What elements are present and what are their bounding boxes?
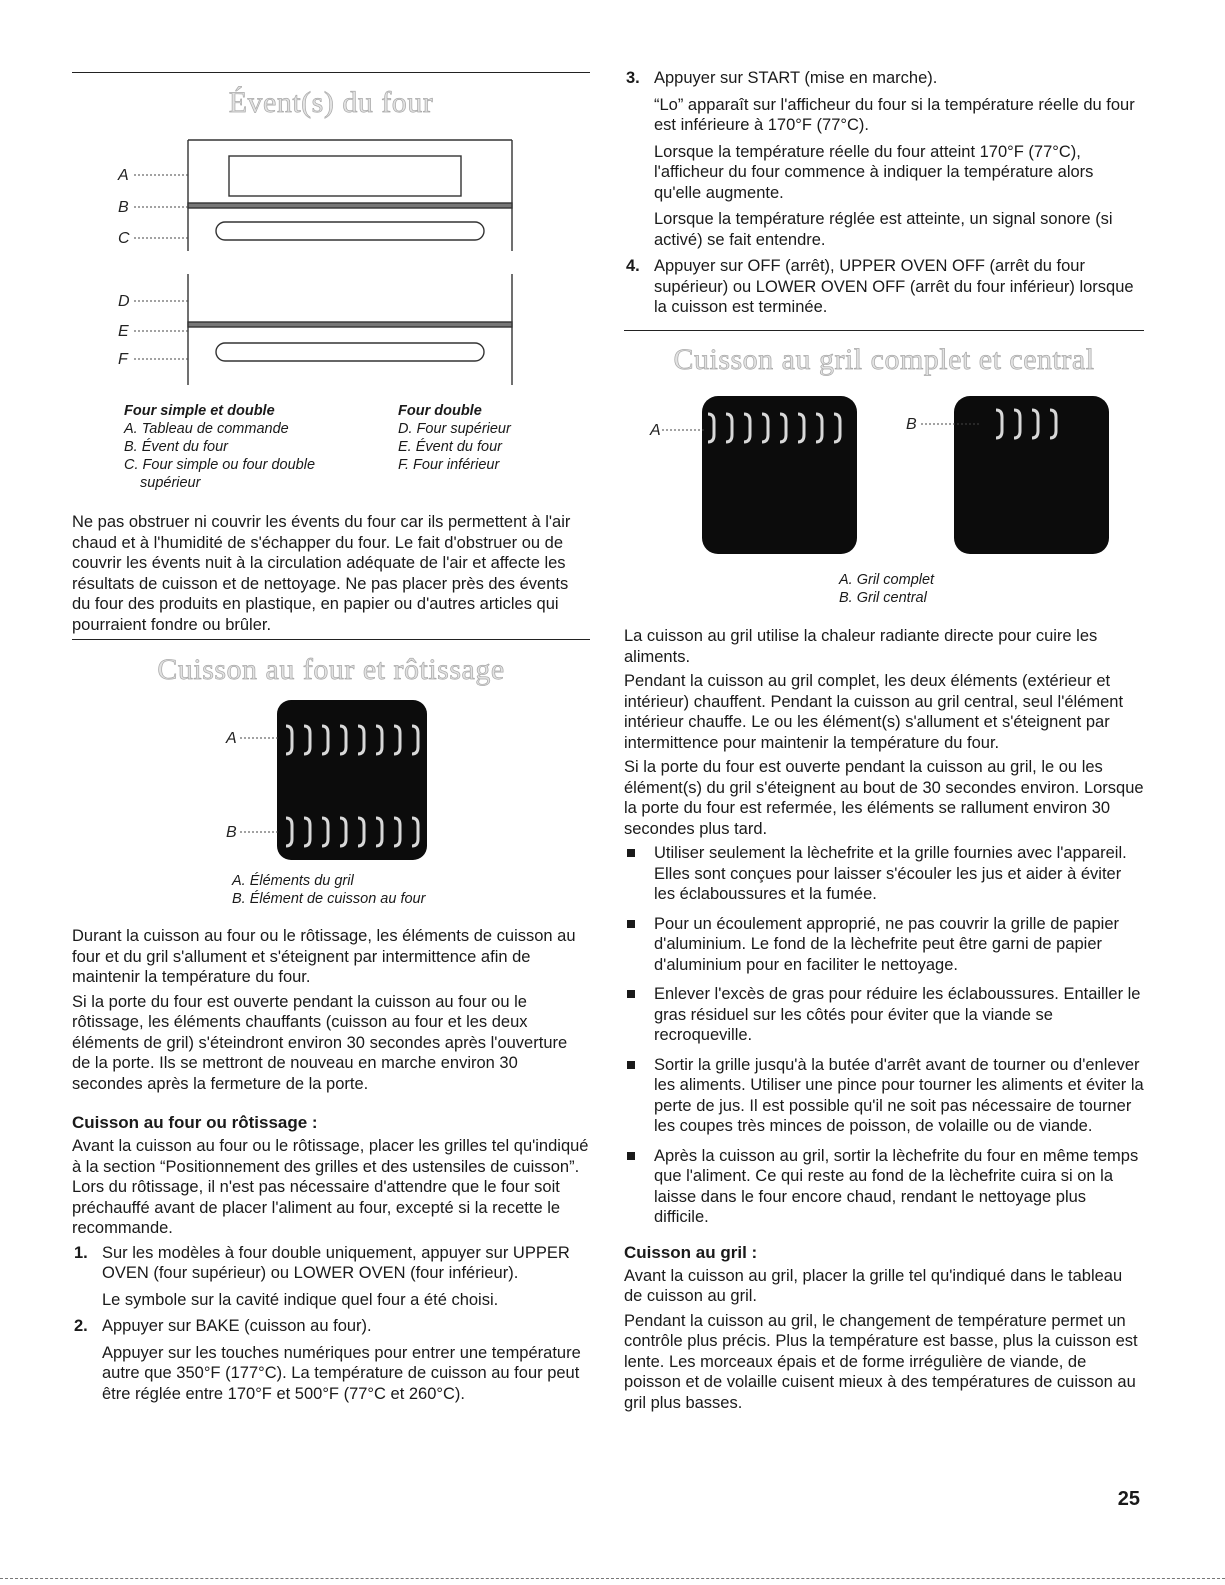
section-title-vents: Évent(s) du four <box>228 86 434 119</box>
caption-item: supérieur <box>140 475 201 491</box>
broil-figure-caption <box>839 571 1144 607</box>
broil-elements-diagram <box>624 390 1144 560</box>
section-rule <box>624 330 1144 331</box>
bake-subheading: Cuisson au four ou rôtissage : <box>72 1113 318 1132</box>
caption-item: B. Élément de cuisson au four <box>232 891 426 907</box>
section-title-broil: Cuisson au gril complet et central <box>673 343 1095 376</box>
label-f: F <box>118 351 128 368</box>
section-title-bake: Cuisson au four et rôtissage <box>157 653 505 686</box>
page-number: 25 <box>1117 1488 1140 1510</box>
broil-tips-list <box>624 843 1144 1228</box>
caption-item: B. Évent du four <box>124 439 228 455</box>
bake-figure-caption <box>232 872 590 908</box>
broil-text-block <box>624 626 1144 1417</box>
bake-text-block <box>72 926 590 1410</box>
label-c: C <box>118 230 130 247</box>
list-item: Après la cuisson au gril, sortir la lèchefrite du four en même temps que l'aliment. Ce qui reste au fond de la lèchefrite cuira si on la laisse dans le four encore chaud, rendant le nettoyage plus difficile. <box>624 1146 1144 1228</box>
caption-item: A. Éléments du gril <box>232 873 354 889</box>
label-a: A <box>118 167 129 184</box>
caption-item: B. Gril central <box>839 590 927 606</box>
label-a: A <box>650 422 661 439</box>
step-item <box>624 256 1144 318</box>
bake-paragraph-1: Durant la cuisson au four ou le rôtissage, les éléments de cuisson au four et du gril s'allument et s'éteignent par intermittence afin de maintenir la température du four. <box>72 927 576 986</box>
step-text: Appuyer sur BAKE (cuisson au four). <box>102 1317 372 1335</box>
caption-item: C. Four simple ou four double <box>124 457 316 473</box>
bake-paragraph-2: Si la porte du four est ouverte pendant la cuisson au four ou le rôtissage, les éléments chauffants (cuisson au four et les deux éléments de gril) s'éteindront environ 30 secondes après l'ouverture de la porte. Ils se mettront de nouveau en marche environ 30 secondes après la fermeture de la porte. <box>72 992 568 1093</box>
callout-lines <box>134 175 188 359</box>
label-b: B <box>226 824 237 841</box>
full-broil-cavity <box>702 396 857 554</box>
step-text: Appuyer sur OFF (arrêt), UPPER OVEN OFF (arrêt du four supérieur) ou LOWER OVEN OFF (arrêt du four inférieur) lorsque la cuisson est terminée. <box>654 257 1134 316</box>
label-e: E <box>118 323 129 340</box>
step-number: 2. <box>74 1317 88 1335</box>
step-item <box>624 68 1144 250</box>
broil-paragraph-1: La cuisson au gril utilise la chaleur radiante directe pour cuire les aliments. <box>624 627 1098 666</box>
step-number: 3. <box>626 69 640 87</box>
vent-paragraph: Ne pas obstruer ni couvrir les évents du four car ils permettent à l'air chaud et à l'humidité de s'échapper du four. Le fait d'obstruer ou de couvrir les évents nuit à la circulation adéquate de l'air et affecte les résultats de cuisson et de nettoyage. Ne pas placer près des évents du four des produits en plastique, en papier ou d'autres articles qui pourraient fondre ou brûler. <box>72 513 571 634</box>
broil-paragraph-3: Si la porte du four est ouverte pendant la cuisson au gril, le ou les élément(s) du gril s'éteignent au bout de 30 secondes environ. Lorsque la porte du four est refermée, les éléments se rallument environ 30 secondes plus tard. <box>624 758 1144 838</box>
step-number: 4. <box>626 257 640 275</box>
caption-double <box>398 402 588 474</box>
bake-sub-paragraph: Avant la cuisson au four ou le rôtissage, placer les grilles tel qu'indiqué à la section “Positionnement des grilles et des ustensiles de cuisson”. Lors du rôtissage, il n'est pas nécessaire d'attendre que le four soit préchauffé avant de placer l'aliment au four, excepté si la recette le recommande. <box>72 1137 589 1237</box>
label-b: B <box>118 199 129 216</box>
step-subtext: Appuyer sur les touches numériques pour entrer une température autre que 350°F (177°C). La température de cuisson au four peut être réglée entre 170°F et 500°F (77°C et 260°C). <box>102 1343 581 1403</box>
caption-item: F. Four inférieur <box>398 457 500 473</box>
center-broil-cavity <box>954 396 1109 554</box>
step-subtext: Lorsque la température réglée est atteinte, un signal sonore (si activé) se fait entendre. <box>654 210 1113 249</box>
section-rule <box>72 72 590 73</box>
single-oven-drawing <box>188 140 512 385</box>
section-rule <box>72 639 590 640</box>
label-a: A <box>226 730 237 747</box>
caption-item: E. Évent du four <box>398 439 502 455</box>
page-edge-line <box>0 1578 1225 1579</box>
start-steps <box>624 68 1144 324</box>
step-subtext: Lorsque la température réelle du four atteint 170°F (77°C), l'afficheur du four commence à indiquer la température alors qu'elle augmente. <box>654 142 1094 202</box>
caption-item: D. Four supérieur <box>398 421 511 437</box>
broil-subheading: Cuisson au gril : <box>624 1242 758 1262</box>
step-item <box>72 1316 590 1404</box>
label-b: B <box>906 416 917 433</box>
step-subtext: “Lo” apparaît sur l'afficheur du four si la température réelle du four est inférieure à 170°F (77°C). <box>654 95 1135 134</box>
step-number: 1. <box>74 1243 88 1262</box>
broil-sub-paragraph-1: Avant la cuisson au gril, placer la grille tel qu'indiqué dans le tableau de cuisson au gril. <box>624 1266 1123 1305</box>
step-text: Sur les modèles à four double uniquement, appuyer sur UPPER OVEN (four supérieur) ou LOWER OVEN (four inférieur). <box>102 1243 570 1282</box>
caption-heading: Four double <box>398 403 482 419</box>
caption-item: A. Tableau de commande <box>124 421 289 437</box>
bake-steps <box>72 1243 590 1405</box>
broil-paragraph-2: Pendant la cuisson au gril complet, les deux éléments (extérieur et intérieur) chauffent. Pendant la cuisson au gril central, seul l'élément intérieur chauffe. Le ou les élément(s) s'allument et s'éteignent par intermittence pour maintenir la température du four. <box>624 672 1124 752</box>
step-text: Appuyer sur START (mise en marche). <box>654 69 938 87</box>
step-subtext: Le symbole sur la cavité indique quel four a été choisi. <box>102 1290 499 1309</box>
list-item: Sortir la grille jusqu'à la butée d'arrêt avant de tourner ou d'enlever les aliments. Utiliser une pince pour tourner les aliments et éviter la perte de jus. Il est possible qu'il ne soit pas nécessaire de tourner les coupes très minces de poisson, de volaille ou de viande. <box>624 1055 1144 1137</box>
oven-vents-diagram <box>72 125 590 390</box>
list-item: Utiliser seulement la lèchefrite et la grille fournies avec l'appareil. Elles sont conçues pour laisser s'écouler les jus et aider à éviter les éclaboussures et la fumée. <box>624 843 1144 905</box>
caption-item: A. Gril complet <box>839 572 935 588</box>
broil-sub-paragraph-2: Pendant la cuisson au gril, le changement de température permet un contrôle plus précis. Plus la température est basse, plus la cuisson est lente. Les morceaux épais et de forme irrégulière de viande, de poisson et de volaille cuisent mieux à des températures de cuisson au gril plus basses. <box>624 1311 1138 1412</box>
list-item: Enlever l'excès de gras pour réduire les éclaboussures. Entailler le gras résiduel sur les côtés pour éviter que la viande se recroqueville. <box>624 984 1144 1046</box>
label-d: D <box>118 293 130 310</box>
bake-elements-diagram <box>192 698 452 863</box>
list-item: Pour un écoulement approprié, ne pas couvrir la grille de papier d'aluminium. Le fond de la lèchefrite peut être garni de papier d'aluminium pour en faciliter le nettoyage. <box>624 914 1144 976</box>
caption-heading: Four simple et double <box>124 403 275 419</box>
caption-single-double <box>124 402 394 492</box>
oven-cavity <box>277 700 427 860</box>
step-item <box>72 1243 590 1311</box>
